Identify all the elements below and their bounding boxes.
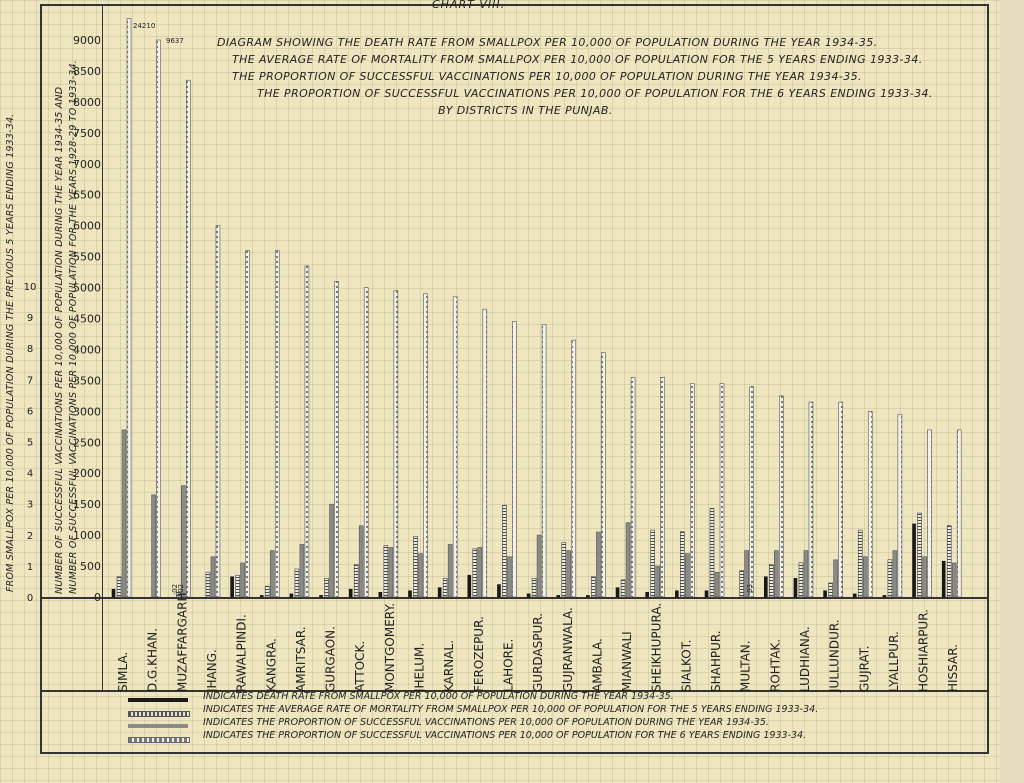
bar-death-rate (824, 591, 827, 597)
bar-avg-mortality (591, 577, 595, 597)
bar-vacc-year (122, 430, 126, 597)
bar-death-rate (260, 595, 263, 597)
district-label: GURGAON. (323, 626, 338, 692)
bar-vacc-year (507, 557, 511, 597)
bar-vacc-year (448, 544, 452, 597)
bar-vacc-year (567, 551, 571, 597)
legend-avg-mortality: INDICATES THE AVERAGE RATE OF MORTALITY FROM SMALLPOX PER 10,000 OF POPULATION FOR THE 5 YEARS ENDING 1933-34. (203, 704, 819, 715)
bar-death-rate (320, 595, 323, 597)
legend-vacc-year: INDICATES THE PROPORTION OF SUCCESSFUL VACCINATIONS PER 10,000 OF POPULATION DURING THE YEAR 1934-35. (203, 717, 769, 728)
bar-death-rate (942, 561, 945, 597)
bar-avg-mortality (532, 578, 536, 597)
left-axis-tick-label: 5 (26, 437, 34, 449)
legend-swatch-vacc-6yr (128, 737, 190, 743)
district-label: GUJRAT. (857, 645, 872, 692)
bar-vacc-6yr (216, 226, 220, 597)
bar-avg-mortality (414, 536, 418, 597)
bar-vacc-year (893, 551, 897, 597)
district-label: HISSAR. (946, 644, 961, 692)
bar-avg-mortality (295, 569, 299, 597)
district-label: SHAHPUR. (709, 630, 723, 692)
district-label: RAWALPINDI. (234, 614, 249, 692)
bar-death-rate (853, 594, 856, 597)
district-label: GUJRANWALA. (560, 607, 575, 692)
bar-vacc-6yr (572, 340, 576, 597)
legend-swatch-avg-mortality (128, 711, 190, 717)
district-label: KANGRA. (264, 638, 279, 692)
bar-death-rate (497, 585, 500, 597)
district-label: ATTOCK. (353, 640, 368, 692)
bar-death-rate (557, 595, 560, 597)
bar-vacc-6yr (364, 288, 368, 597)
bar-avg-mortality (621, 580, 625, 597)
bar-vacc-year (685, 554, 689, 597)
bar-death-rate (913, 524, 916, 597)
right-axis-tick-label: 8000 (73, 95, 101, 109)
bar-vacc-year (774, 551, 778, 597)
bar-vacc-year (270, 551, 274, 597)
district-label: JULLUNDUR. (827, 619, 842, 692)
bar-vacc-year (478, 547, 482, 597)
district-label: MONTGOMERY. (382, 602, 397, 692)
bar-avg-mortality (354, 564, 358, 597)
bar-vacc-6yr (928, 430, 932, 597)
left-axis-tick-label: 3 (26, 499, 34, 511)
bar-vacc-6yr (809, 402, 813, 597)
legend-swatch-death-rate (128, 698, 188, 702)
bar-vacc-year (211, 557, 215, 597)
bar-death-rate (527, 594, 530, 597)
right-axis-tick-label: 4500 (73, 312, 101, 326)
bar-avg-mortality (384, 546, 388, 597)
bar-vacc-6yr (661, 377, 665, 597)
bar-death-rate (883, 595, 886, 597)
bar-avg-mortality (325, 578, 329, 597)
bar-death-rate (290, 594, 293, 597)
bar-avg-mortality (918, 513, 922, 597)
bar-vacc-year (656, 566, 660, 597)
bar-vacc-year (596, 532, 600, 597)
bar-avg-mortality (829, 583, 833, 597)
right-axis-tick-label: 3000 (73, 405, 101, 419)
legend-vacc-6yr: INDICATES THE PROPORTION OF SUCCESSFUL VACCINATIONS PER 10,000 OF POPULATION FOR THE 6 YEARS ENDING 1933-34. (203, 730, 807, 741)
right-axis-tick-label: 500 (80, 560, 101, 574)
bar-vacc-year (419, 554, 423, 597)
right-axis-tick-label: 7000 (73, 157, 101, 171)
district-label: JHELUM. (412, 642, 427, 692)
bar-vacc-year (181, 486, 185, 597)
district-label: GURDASPUR. (531, 612, 546, 692)
right-axis-tick-label: 7500 (73, 126, 101, 140)
district-label: MUZAFFARGARH (175, 592, 190, 692)
left-axis-tick-label: 4 (26, 468, 34, 480)
bar-vacc-6yr (186, 80, 190, 597)
district-label: KARNAL. (442, 640, 457, 692)
bar-death-rate (764, 577, 767, 597)
bar-death-rate (586, 595, 589, 597)
district-label: JHANG. (204, 649, 219, 692)
bar-vacc-year (863, 557, 867, 597)
annotation-label: ·02 (171, 583, 179, 595)
district-label: LAHORE. (501, 638, 516, 692)
bar-avg-mortality (473, 549, 477, 597)
district-label: LUDHIANA. (797, 626, 812, 692)
district-label: ROHTAK. (768, 638, 783, 692)
left-axis-title: FROM SMALLPOX PER 10,000 OF POPULATION DURING THE PREVIOUS 5 YEARS ENDING 1933-34. (5, 113, 16, 592)
bar-vacc-6yr (631, 377, 635, 597)
heading-line-3: THE PROPORTION OF SUCCESSFUL VACCINATIONS PER 10,000 OF POPULATION DURING THE YEAR 1934-35. (232, 70, 862, 83)
bar-vacc-6yr (246, 250, 250, 597)
right-axis-tick-label: 9000 (73, 34, 101, 47)
bar-avg-mortality (947, 525, 951, 597)
bar-avg-mortality (265, 586, 269, 597)
bar-vacc-6yr (275, 250, 279, 597)
bar-avg-mortality (888, 560, 892, 597)
right-axis-tick-label: 4000 (73, 343, 101, 357)
bar-vacc-6yr (868, 411, 872, 597)
left-axis-tick-label: 9 (26, 313, 34, 325)
district-label: SHEIKHUPURA. (649, 602, 664, 692)
middle-axis-title-1: NUMBER OF SUCCESSFUL VACCINATIONS PER 10,000 OF POPULATION DURING THE YEAR 1934-35 AND (54, 86, 65, 594)
right-axis-tick-label: 5500 (73, 250, 101, 264)
left-axis-tick-label: 10 (23, 282, 37, 293)
bar-vacc-year (952, 563, 956, 597)
right-axis-tick-label: 8500 (73, 64, 101, 78)
left-axis-tick-label: 8 (26, 344, 34, 356)
bar-avg-mortality (858, 530, 862, 597)
district-label: HOSHIARPUR. (916, 609, 931, 692)
district-label: MULTAN. (738, 640, 753, 692)
right-axis-tick-label: 6500 (73, 188, 101, 202)
bar-vacc-year (330, 504, 334, 597)
district-label: FEROZEPUR. (471, 616, 486, 692)
bar-death-rate (646, 592, 649, 597)
legend-death-rate: INDICATES DEATH RATE FROM SMALLPOX PER 10,000 OF POPULATION DURING THE YEAR 1934-35. (203, 691, 674, 702)
left-axis-tick-label: 0 (26, 593, 34, 604)
district-label: AMBALA. (590, 638, 605, 692)
right-axis-tick-label: 2500 (73, 436, 101, 450)
district-label: LYALLPUR. (886, 631, 901, 692)
bar-vacc-6yr (394, 291, 398, 597)
legend-swatch-vacc-year (128, 724, 188, 728)
bar-avg-mortality (710, 508, 714, 597)
bar-death-rate (231, 577, 234, 597)
bar-death-rate (438, 588, 441, 597)
bar-avg-mortality (680, 532, 684, 597)
bar-vacc-6yr (839, 402, 843, 597)
left-axis-tick-label: 1 (26, 561, 34, 573)
heading-line-5: BY DISTRICTS IN THE PUNJAB. (438, 104, 613, 117)
bar-death-rate (112, 589, 115, 597)
left-axis-tick-label: 6 (26, 406, 34, 418)
bar-vacc-year (241, 563, 245, 597)
bar-vacc-year (923, 557, 927, 597)
district-label: D.G.KHAN. (145, 627, 160, 692)
bar-death-rate (409, 591, 412, 597)
bar-avg-mortality (443, 578, 447, 597)
bar-death-rate (675, 591, 678, 597)
bar-vacc-6yr (898, 414, 902, 597)
annotation-label: ·03 (746, 583, 754, 595)
left-axis-tick-label: 7 (26, 375, 34, 387)
chart-title: CHART VIII. (432, 0, 506, 11)
district-label: AMRITSAR. (293, 626, 308, 692)
annotation-label: ·02 (177, 583, 185, 595)
right-axis-tick-label: 1000 (73, 529, 101, 543)
bar-vacc-6yr (779, 396, 783, 597)
bar-vacc-6yr (335, 281, 339, 597)
bar-vacc-6yr (750, 387, 754, 597)
right-axis-tick-label: 0 (94, 591, 101, 604)
bar-vacc-year (389, 547, 393, 597)
bar-avg-mortality (799, 563, 803, 597)
bar-avg-mortality (562, 543, 566, 597)
bar-vacc-year (359, 526, 363, 597)
bar-vacc-6yr (483, 309, 487, 597)
right-axis-tick-label: 2000 (73, 467, 101, 481)
bar-vacc-year (537, 535, 541, 597)
heading-line-1: DIAGRAM SHOWING THE DEATH RATE FROM SMALLPOX PER 10,000 OF POPULATION DURING THE YEAR 1934-35. (217, 36, 878, 49)
bar-avg-mortality (651, 530, 655, 597)
annotation-label: 9637 (166, 37, 184, 45)
bar-vacc-6yr (720, 383, 724, 597)
bar-avg-mortality (117, 577, 121, 597)
right-axis-tick-label: 3500 (73, 374, 101, 388)
district-label: SIMLA. (116, 651, 130, 692)
bar-avg-mortality (769, 564, 773, 597)
right-axis-tick-label: 1500 (73, 498, 101, 512)
district-label: SIALKOT. (679, 639, 694, 692)
bar-avg-mortality (740, 571, 744, 597)
annotation-label: 24210 (133, 22, 156, 30)
bar-death-rate (705, 591, 708, 597)
bar-vacc-6yr (542, 325, 546, 597)
bar-death-rate (379, 592, 382, 597)
left-axis-tick-label: 2 (26, 530, 34, 542)
middle-axis-title-2: NUMBER OF SUCCESSFUL VACCINATIONS PER 10,000 OF POPULATION FOR THE YEARS 1928-29 TO 1933-34. (68, 59, 79, 594)
bar-vacc-6yr (127, 18, 131, 597)
bar-avg-mortality (206, 572, 210, 597)
bar-avg-mortality (502, 505, 506, 597)
right-axis-tick-label: 5000 (73, 281, 101, 295)
bar-death-rate (349, 589, 352, 597)
bar-vacc-6yr (453, 297, 457, 597)
bar-vacc-year (152, 495, 156, 597)
bar-vacc-year (715, 572, 719, 597)
district-label: MIANWALI (620, 631, 635, 692)
bar-death-rate (794, 578, 797, 597)
bar-vacc-6yr (157, 40, 161, 597)
bar-vacc-6yr (305, 266, 309, 597)
bar-vacc-6yr (601, 353, 605, 597)
bar-vacc-6yr (957, 430, 961, 597)
heading-line-2: THE AVERAGE RATE OF MORTALITY FROM SMALLPOX PER 10,000 OF POPULATION FOR THE 5 YEARS ENDING 1933-34. (232, 53, 923, 66)
bar-vacc-6yr (424, 294, 428, 597)
bar-vacc-6yr (690, 383, 694, 597)
bar-avg-mortality (236, 575, 240, 597)
bar-vacc-year (300, 544, 304, 597)
bar-death-rate (468, 575, 471, 597)
bar-vacc-year (834, 560, 838, 597)
bar-vacc-year (626, 523, 630, 597)
bar-vacc-year (804, 551, 808, 597)
bar-vacc-6yr (512, 322, 516, 597)
bar-death-rate (616, 588, 619, 597)
right-axis-tick-label: 6000 (73, 219, 101, 233)
heading-line-4: THE PROPORTION OF SUCCESSFUL VACCINATIONS PER 10,000 OF POPULATION FOR THE 6 YEARS ENDING 1933-34. (257, 87, 933, 100)
